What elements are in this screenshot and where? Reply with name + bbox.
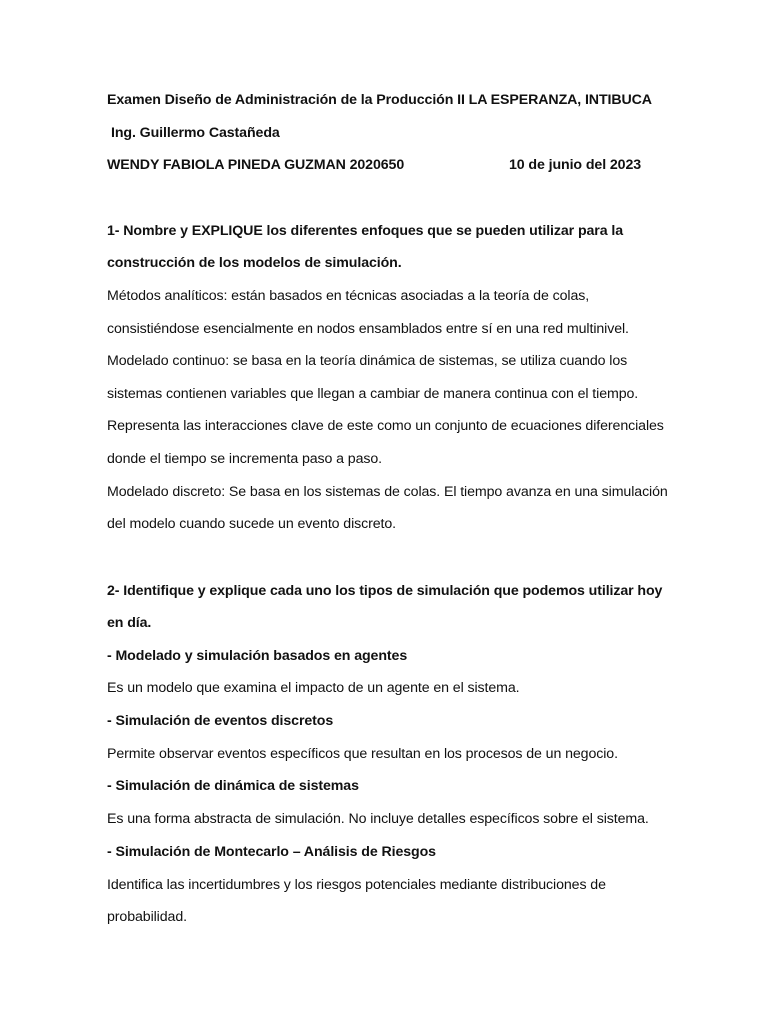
simulation-type-text: Permite observar eventos específicos que resultan en los procesos de un negocio. [107, 746, 618, 762]
exam-title: Examen Diseño de Administración de la Producción II LA ESPERANZA, INTIBUCA [107, 92, 652, 108]
answer-1-line: del modelo cuando sucede un evento discreto. [107, 516, 397, 532]
answer-1-line: Modelado discreto: Se basa en los sistemas de colas. El tiempo avanza en una simulación [107, 484, 668, 500]
answer-1-line: Modelado continuo: se basa en la teoría dinámica de sistemas, se utiliza cuando los [107, 353, 628, 369]
question-2-title: 2- Identifique y explique cada uno los tipos de simulación que podemos utilizar hoy [107, 583, 663, 599]
answer-1-line: consistiéndose esencialmente en nodos ensamblados entre sí en una red multinivel. [107, 321, 629, 337]
simulation-type-text: Es un modelo que examina el impacto de un agente en el sistema. [107, 680, 520, 696]
simulation-type-text: Identifica las incertidumbres y los riesgos potenciales mediante distribuciones de [107, 877, 606, 893]
question-1-title-cont: construcción de los modelos de simulación. [107, 255, 402, 271]
simulation-type-heading: - Modelado y simulación basados en agentes [107, 648, 408, 664]
simulation-type-heading: - Simulación de eventos discretos [107, 713, 334, 729]
simulation-type-text-cont: probabilidad. [107, 909, 187, 925]
answer-1-line: sistemas contienen variables que llegan a cambiar de manera continua con el tiempo. [107, 386, 639, 402]
answer-1-line: Representa las interacciones clave de este como un conjunto de ecuaciones diferenciales [107, 418, 664, 434]
student-name: WENDY FABIOLA PINEDA GUZMAN 2020650 [107, 157, 405, 173]
simulation-type-heading: - Simulación de dinámica de sistemas [107, 778, 359, 794]
answer-1-line: donde el tiempo se incrementa paso a paso. [107, 451, 382, 467]
teacher-name: Ing. Guillermo Castañeda [111, 125, 280, 141]
answer-1-line: Métodos analíticos: están basados en técnicas asociadas a la teoría de colas, [107, 288, 590, 304]
exam-date: 10 de junio del 2023 [509, 157, 642, 173]
question-2-title-cont: en día. [107, 615, 152, 631]
simulation-type-heading: - Simulación de Montecarlo – Análisis de Riesgos [107, 844, 436, 860]
question-1-title: 1- Nombre y EXPLIQUE los diferentes enfoques que se pueden utilizar para la [107, 223, 623, 239]
simulation-type-text: Es una forma abstracta de simulación. No incluye detalles específicos sobre el sistema. [107, 811, 649, 827]
